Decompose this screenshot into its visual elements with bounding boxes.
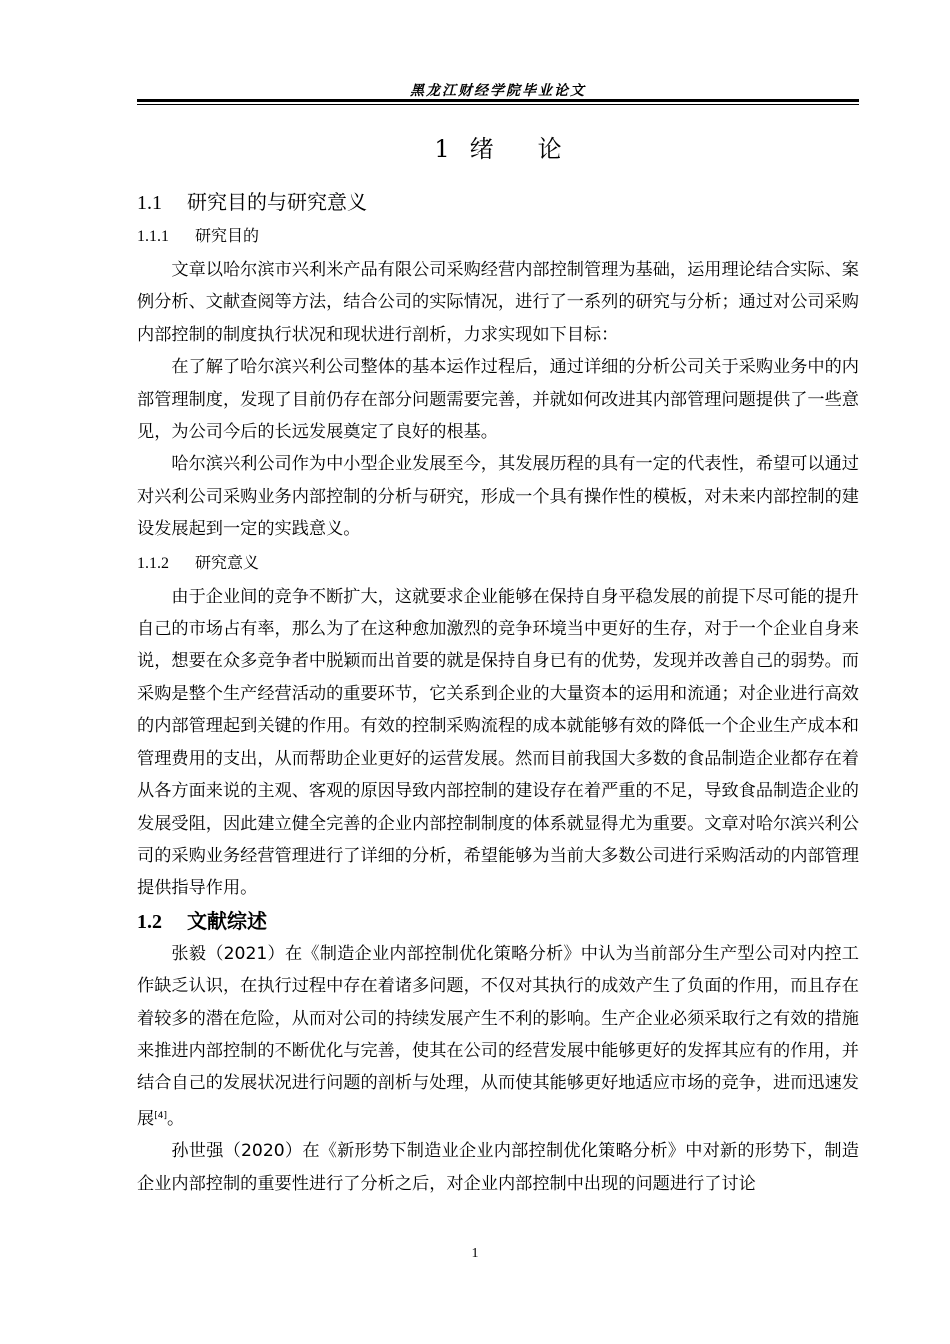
header-rule-thin <box>137 104 859 105</box>
citation-ref[interactable]: [4] <box>154 1110 167 1121</box>
chapter-number: 1 <box>434 135 450 163</box>
paragraph: 文章以哈尔滨市兴利米产品有限公司采购经营内部控制管理为基础，运用理论结合实际、案例分析、文献查阅等方法，结合公司的实际情况，进行了一系列的研究与分析；通过对公司采购内部控制的制度执行状况和现状进行剖析，力求实现如下目标： <box>137 260 859 345</box>
subsection-title: 研究意义 <box>195 552 260 572</box>
section-heading-1-1 <box>137 186 859 219</box>
paragraph <box>137 938 859 1135</box>
chapter-title <box>137 128 859 170</box>
paragraph-end: 。 <box>166 1108 185 1129</box>
section-number: 1.2 <box>137 910 162 933</box>
section-title: 文献综述 <box>187 908 267 933</box>
paragraph: 孙世强（2020）在《新形势下制造业企业内部控制优化策略分析》中对新的形势下，制造企业内部控制的重要性进行了分析之后，对企业内部控制中出现的问题进行了讨论 <box>137 1141 859 1194</box>
header-rule-thick <box>137 99 859 102</box>
subsection-heading-1-1-1 <box>137 219 859 254</box>
paragraph-text: 张毅（2021）在《制造企业内部控制优化策略分析》中认为当前部分生产型公司对内控工作缺乏认识，在执行过程中存在着诸多问题，不仅对其执行的成效产生了负面的作用，而且存在着较多的潜在危险，从而对公司的持续发展产生不利的影响。生产企业必须采取行之有效的措施来推进内部控制的不断优化与完善，使其在公司的经营发展中能够更好的发挥其应有的作用，并结合自己的发展状况进行问题的剖析与处理，从而使其能够更好地适应市场的竞争，进而迅速发展 <box>137 943 859 1129</box>
main-content <box>137 128 859 1200</box>
paragraph: 由于企业间的竞争不断扩大，这就要求企业能够在保持自身平稳发展的前提下尽可能的提升自己的市场占有率，那么为了在这种愈加激烈的竞争环境当中更好的生存，对于一个企业自身来说，想要在众多竞争者中脱颖而出首要的就是保持自身已有的优势，发现并改善自己的弱势。而采购是整个生产经营活动的重要环节，它关系到企业的大量资本的运用和流通；对企业进行高效的内部管理起到关键的作用。有效的控制采购流程的成本就能够有效的降低一个企业生产成本和管理费用的支出，从而帮助企业更好的运营发展。然而目前我国大多数的食品制造企业都存在着从各方面来说的主观、客观的原因导致内部控制的建设存在着严重的不足，导致食品制造企业的发展受阻，因此建立健全完善的企业内部控制制度的体系就显得尤为重要。文章对哈尔滨兴利公司的采购业务经营管理进行了详细的分析，希望能够为当前大多数公司进行采购活动的内部管理提供指导作用。 <box>137 586 859 899</box>
chapter-title-char-2: 论 <box>537 135 562 163</box>
subsection-number: 1.1.1 <box>137 228 169 245</box>
page-number: 1 <box>471 1246 479 1261</box>
paragraph: 哈尔滨兴利公司作为中小型企业发展至今，其发展历程的具有一定的代表性，希望可以通过对兴利公司采购业务内部控制的分析与研究，形成一个具有操作性的模板，对未来内部控制的建设发展起到一定的实践意义。 <box>137 454 859 540</box>
subsection-number: 1.1.2 <box>137 554 169 572</box>
chapter-title-char-1: 绪 <box>469 135 494 163</box>
section-heading-1-2 <box>137 905 859 938</box>
section-number: 1.1 <box>137 192 162 214</box>
subsection-heading-1-1-2 <box>137 546 859 581</box>
paragraph: 在了解了哈尔滨兴利公司整体的基本运作过程后，通过详细的分析公司关于采购业务中的内部管理制度，发现了目前仍存在部分问题需要完善，并就如何改进其内部管理问题提供了一些意见，为公司今后的长远发展奠定了良好的根基。 <box>137 357 859 443</box>
running-header: 黑龙江财经学院毕业论文 <box>410 83 586 99</box>
subsection-title: 研究目的 <box>195 226 260 245</box>
section-title: 研究目的与研究意义 <box>187 190 367 214</box>
